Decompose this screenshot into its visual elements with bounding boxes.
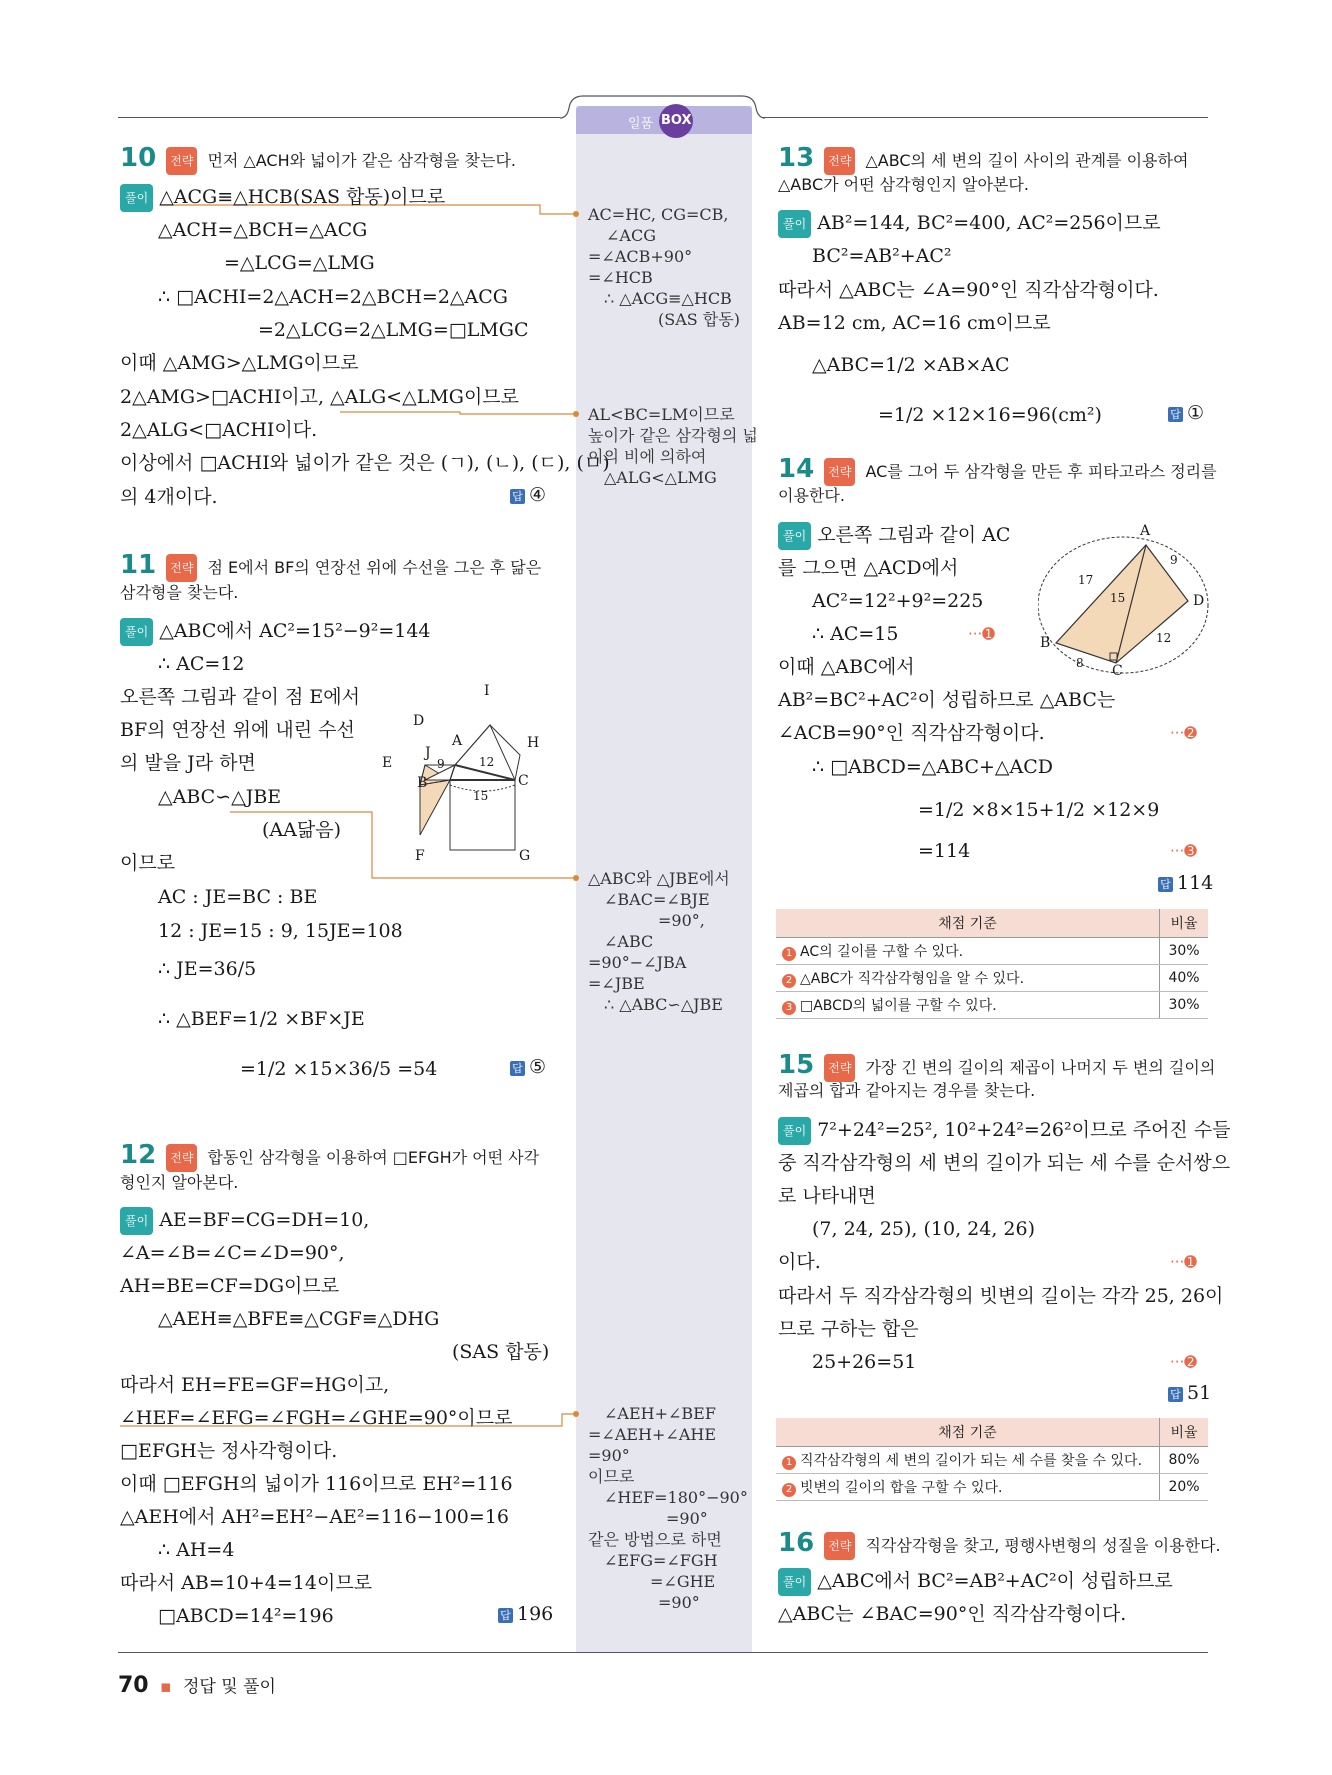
step-number-icon: 2 bbox=[782, 974, 796, 988]
step-number-icon: 1 bbox=[782, 947, 796, 961]
fig-label: J bbox=[425, 745, 431, 761]
q11-header bbox=[120, 552, 541, 582]
q12-l2: ∠A=∠B=∠C=∠D=90°, bbox=[120, 1242, 345, 1264]
side-line: =∠GHE bbox=[650, 1572, 716, 1591]
grading-header-row bbox=[776, 1418, 1208, 1447]
q10-l1: △ACG≡△HCB(SAS 합동)이므로 bbox=[159, 186, 446, 208]
q12-l1: AE=BF=CG=DH=10, bbox=[159, 1209, 370, 1231]
q12-answer-value: 196 bbox=[517, 1603, 554, 1625]
q14-tag: 전략 bbox=[824, 458, 855, 486]
side-note-2 bbox=[588, 404, 758, 488]
q13-stem2: △ABC가 어떤 삼각형인지 알아본다. bbox=[778, 175, 1029, 194]
page-number: 70 bbox=[118, 1673, 149, 1698]
q13-header bbox=[778, 145, 1188, 175]
q10-l10: 의 4개이다. bbox=[120, 486, 218, 508]
q14-fig-labels bbox=[1038, 523, 1213, 683]
q14-l9: =1/2 ×8×15+1/2 ×12×9 bbox=[918, 799, 1160, 821]
side-line: ∠AEH+∠BEF bbox=[604, 1404, 716, 1423]
fig-label: A bbox=[1140, 523, 1151, 539]
q13-line bbox=[778, 210, 1161, 238]
q12-l5: (SAS 합동) bbox=[452, 1341, 550, 1363]
q16-number: 16 bbox=[778, 1528, 815, 1558]
fig-label: D bbox=[1193, 593, 1205, 609]
grading-row bbox=[776, 1474, 1208, 1501]
q11-l2: ∴ AC=12 bbox=[158, 653, 245, 675]
q14-l8: ∴ □ABCD=△ABC+△ACD bbox=[812, 756, 1054, 778]
grading-header-pct: 비율 bbox=[1160, 1418, 1209, 1447]
answer-icon: 답 bbox=[510, 1061, 525, 1076]
q15-l5: 이다. bbox=[778, 1251, 821, 1273]
footer-section: 정답 및 풀이 bbox=[182, 1677, 276, 1697]
q14-l7: ∠ACB=90°인 직각삼각형이다. bbox=[778, 722, 1045, 744]
side-line: =∠AEH+∠AHE bbox=[588, 1425, 716, 1444]
side-line: =90° bbox=[588, 1446, 630, 1465]
q15-l1: 7²+24²=25², 10²+24²=26²이므로 주어진 수들 bbox=[817, 1119, 1231, 1141]
q11-l3: 오른쪽 그림과 같이 점 E에서 bbox=[120, 686, 360, 708]
q16-l1: △ABC에서 BC²=AB²+AC²이 성립하므로 bbox=[817, 1570, 1173, 1592]
side-line: =∠ACB+90° bbox=[588, 247, 693, 266]
q16-header bbox=[778, 1530, 1221, 1560]
q12-l9: 이때 □EFGH의 넓이가 116이므로 EH²=116 bbox=[120, 1473, 513, 1495]
side-line: =∠HCB bbox=[588, 268, 653, 287]
q12-l10: △AEH에서 AH²=EH²−AE²=116−100=16 bbox=[120, 1506, 509, 1528]
q15-l3: 로 나타내면 bbox=[778, 1185, 876, 1207]
q15-l7: 므로 구하는 합은 bbox=[778, 1318, 919, 1340]
q13-sol-badge: 풀이 bbox=[778, 210, 811, 238]
fig-label: E bbox=[382, 755, 393, 771]
answer-icon: 답 bbox=[498, 1608, 513, 1623]
grading-row-text: AC의 길이를 구할 수 있다. bbox=[800, 944, 964, 960]
q14-sol-badge: 풀이 bbox=[778, 522, 811, 550]
side-line: ∴ △ABC∽△JBE bbox=[604, 995, 723, 1014]
grading-row-text: 빗변의 길이의 합을 구할 수 있다. bbox=[800, 1480, 1003, 1496]
q12-header bbox=[120, 1142, 539, 1172]
q10-line bbox=[120, 184, 445, 212]
side-line: =90°, bbox=[658, 911, 705, 930]
side-line: △ALG<△LMG bbox=[604, 468, 717, 487]
grading-header: 채점 기준 bbox=[776, 909, 1160, 938]
q14-l2: 를 그으면 △ACD에서 bbox=[778, 557, 959, 579]
side-line: =∠JBE bbox=[588, 974, 645, 993]
side-line: =90°−∠JBA bbox=[588, 953, 687, 972]
grading-row-text: 직각삼각형의 세 변의 길이가 되는 세 수를 찾을 수 있다. bbox=[800, 1453, 1143, 1469]
q15-grading-table bbox=[776, 1418, 1208, 1501]
q12-stem1: 합동인 삼각형을 이용하여 □EFGH가 어떤 사각 bbox=[207, 1148, 540, 1167]
q11-l5: 의 발을 J라 하면 bbox=[120, 752, 256, 774]
q10-l6: 이때 △AMG>△LMG이므로 bbox=[120, 352, 359, 374]
side-line: AC=HC, CG=CB, bbox=[588, 205, 729, 224]
grading-header-row bbox=[776, 909, 1208, 938]
q12-tag: 전략 bbox=[166, 1144, 197, 1172]
q16-sol-badge: 풀이 bbox=[778, 1568, 811, 1596]
q15-number: 15 bbox=[778, 1050, 815, 1080]
q15-l4: (7, 24, 25), (10, 24, 26) bbox=[812, 1218, 1036, 1240]
step-number-icon: 2 bbox=[782, 1483, 796, 1497]
q11-l10: 12 : JE=15 : 9, 15JE=108 bbox=[158, 920, 403, 942]
side-line: ∠BAC=∠BJE bbox=[604, 890, 710, 909]
q11-answer bbox=[510, 1056, 546, 1078]
side-note-1 bbox=[588, 204, 740, 330]
q14-header bbox=[778, 456, 1217, 486]
q15-stem2: 제곱의 합과 같아지는 경우를 찾는다. bbox=[778, 1081, 1036, 1100]
q15-l2: 중 직각삼각형의 세 변의 길이가 되는 세 수를 순서쌍으 bbox=[778, 1152, 1231, 1174]
q11-l8: 이므로 bbox=[120, 852, 176, 874]
q14-l10: =114 bbox=[918, 840, 971, 862]
box-label-text: 일품 bbox=[628, 116, 654, 132]
footer-dot: ▪ bbox=[160, 1677, 172, 1697]
q10-stem: 먼저 △ACH와 넓이가 같은 삼각형을 찾는다. bbox=[207, 151, 516, 170]
q12-l6: 따라서 EH=FE=GF=HG이고, bbox=[120, 1374, 390, 1396]
side-line: 높이가 같은 삼각형의 넓 bbox=[588, 426, 758, 445]
fig-label: C bbox=[1112, 663, 1123, 679]
fig-label: F bbox=[415, 848, 425, 864]
q10-l5: =2△LCG=2△LMG=□LMGC bbox=[258, 319, 529, 341]
q13-number: 13 bbox=[778, 143, 815, 173]
q16-tag: 전략 bbox=[824, 1532, 855, 1560]
fig-label: D bbox=[413, 713, 425, 729]
fig-label: 15 bbox=[473, 789, 489, 803]
fig-label: B bbox=[417, 775, 428, 791]
answer-icon: 답 bbox=[510, 489, 525, 504]
q11-number: 11 bbox=[120, 550, 157, 580]
fig-label: C bbox=[518, 773, 529, 789]
q10-header bbox=[120, 145, 516, 175]
q10-tag: 전략 bbox=[166, 147, 197, 175]
q15-stem1: 가장 긴 변의 길이의 제곱이 나머지 두 변의 길이의 bbox=[865, 1058, 1216, 1077]
grading-text bbox=[776, 1474, 1160, 1501]
q14-stem2: 이용한다. bbox=[778, 486, 845, 505]
grading-pct: 80% bbox=[1160, 1447, 1209, 1474]
side-note-3 bbox=[588, 868, 730, 1015]
q14-l1: 오른쪽 그림과 같이 AC bbox=[817, 524, 1011, 546]
q15-answer-value: 51 bbox=[1187, 1382, 1212, 1404]
grading-text bbox=[776, 1447, 1160, 1474]
q12-l7: ∠HEF=∠EFG=∠FGH=∠GHE=90°이므로 bbox=[120, 1407, 513, 1429]
side-line: 이므로 bbox=[588, 1467, 635, 1486]
q16-l2: △ABC는 ∠BAC=90°인 직각삼각형이다. bbox=[778, 1603, 1127, 1625]
q15-l8: 25+26=51 bbox=[812, 1351, 917, 1373]
q10-l7: 2△AMG>□ACHI이고, △ALG<△LMG이므로 bbox=[120, 386, 520, 408]
q11-l11: ∴ JE=36/5 bbox=[158, 958, 257, 980]
q14-stem1: AC를 그어 두 삼각형을 만든 후 피타고라스 정리를 bbox=[865, 462, 1217, 481]
q13-l4: AB=12 cm, AC=16 cm이므로 bbox=[778, 312, 1051, 334]
q10-number: 10 bbox=[120, 143, 157, 173]
fig-label: B bbox=[1040, 635, 1051, 651]
grading-row bbox=[776, 938, 1208, 965]
q15-line bbox=[778, 1117, 1231, 1145]
q11-l12: ∴ △BEF=1/2 ×BF×JE bbox=[158, 1008, 365, 1030]
grading-pct: 20% bbox=[1160, 1474, 1209, 1501]
q13-stem1: △ABC의 세 변의 길이 사이의 관계를 이용하여 bbox=[865, 151, 1189, 170]
side-line: (SAS 합동) bbox=[658, 310, 740, 329]
q11-l6: △ABC∽△JBE bbox=[158, 786, 282, 808]
side-line: ∴ △ACG≡△HCB bbox=[604, 289, 732, 308]
box-badge: BOX bbox=[659, 104, 693, 138]
q10-l3: =△LCG=△LMG bbox=[224, 252, 375, 274]
grading-pct: 40% bbox=[1160, 965, 1209, 992]
q16-stem: 직각삼각형을 찾고, 평행사변형의 성질을 이용한다. bbox=[865, 1536, 1221, 1555]
q13-answer bbox=[1168, 402, 1204, 424]
q13-tag: 전략 bbox=[824, 147, 855, 175]
q15-answer bbox=[1168, 1382, 1211, 1404]
q14-l6: AB²=BC²+AC²이 성립하므로 △ABC는 bbox=[778, 689, 1116, 711]
q10-l8: 2△ALG<□ACHI이다. bbox=[120, 419, 318, 441]
fig-label: 12 bbox=[479, 755, 495, 769]
side-line: 같은 방법으로 하면 bbox=[588, 1530, 722, 1549]
q10-answer bbox=[510, 484, 546, 506]
q11-l7: (AA닮음) bbox=[262, 819, 341, 841]
side-line: 이의 비에 의하여 bbox=[588, 447, 707, 466]
q11-line bbox=[120, 618, 431, 646]
side-line: △ABC와 △JBE에서 bbox=[588, 869, 730, 888]
q14-mark2: ···➋ bbox=[1170, 724, 1197, 742]
q14-line bbox=[778, 522, 1010, 550]
q14-answer-value: 114 bbox=[1177, 872, 1214, 894]
q12-l4: △AEH≡△BFE≡△CGF≡△DHG bbox=[158, 1308, 440, 1330]
grading-row bbox=[776, 992, 1208, 1019]
step-number-icon: 1 bbox=[782, 1456, 796, 1470]
grading-row-text: □ABCD의 넓이를 구할 수 있다. bbox=[800, 998, 997, 1014]
fig-label: 12 bbox=[1156, 631, 1172, 645]
side-line: =90° bbox=[658, 1593, 700, 1612]
answer-icon: 답 bbox=[1168, 1387, 1183, 1402]
q16-line bbox=[778, 1568, 1173, 1596]
q11-answer-value: ⑤ bbox=[529, 1056, 547, 1078]
q14-l3: AC²=12²+9²=225 bbox=[812, 590, 984, 612]
q10-l9: 이상에서 □ACHI와 넓이가 같은 것은 (ㄱ), (ㄴ), (ㄷ), (ㅁ) bbox=[120, 452, 610, 474]
grading-pct: 30% bbox=[1160, 992, 1209, 1019]
q12-l12: 따라서 AB=10+4=14이므로 bbox=[120, 1572, 373, 1594]
grading-text bbox=[776, 965, 1160, 992]
grading-pct: 30% bbox=[1160, 938, 1209, 965]
q13-l2: BC²=AB²+AC² bbox=[812, 245, 952, 267]
q11-stem1: 점 E에서 BF의 연장선 위에 수선을 그은 후 닮은 bbox=[207, 558, 542, 577]
q12-sol-badge: 풀이 bbox=[120, 1207, 153, 1235]
side-line: ∠ACG bbox=[606, 226, 656, 245]
fig-label: 9 bbox=[437, 757, 445, 771]
q11-l4: BF의 연장선 위에 내린 수선 bbox=[120, 719, 355, 741]
side-line: ∠ABC bbox=[604, 932, 654, 951]
side-note-4 bbox=[588, 1403, 748, 1613]
fig-label: 17 bbox=[1078, 573, 1094, 587]
q11-l9: AC : JE=BC : BE bbox=[158, 886, 318, 908]
fig-label: 15 bbox=[1110, 591, 1126, 605]
q15-mark2: ···➋ bbox=[1170, 1353, 1197, 1371]
side-line: ∠HEF=180°−90° bbox=[604, 1488, 748, 1507]
q13-l5: △ABC=1/2 ×AB×AC bbox=[812, 354, 1010, 376]
answer-icon: 답 bbox=[1158, 877, 1173, 892]
fig-label: H bbox=[527, 735, 540, 751]
grading-header-pct: 비율 bbox=[1160, 909, 1209, 938]
q15-tag: 전략 bbox=[824, 1054, 855, 1082]
side-line: =90° bbox=[666, 1509, 708, 1528]
grading-row bbox=[776, 965, 1208, 992]
q13-l6: =1/2 ×12×16=96(cm²) bbox=[878, 404, 1102, 426]
q12-l13: □ABCD=14²=196 bbox=[158, 1605, 334, 1627]
q12-number: 12 bbox=[120, 1140, 157, 1170]
q15-l6: 따라서 두 직각삼각형의 빗변의 길이는 각각 25, 26이 bbox=[778, 1285, 1224, 1307]
step-number-icon: 3 bbox=[782, 1001, 796, 1015]
grading-row-text: △ABC가 직각삼각형임을 알 수 있다. bbox=[800, 971, 1025, 987]
q13-l3: 따라서 △ABC는 ∠A=90°인 직각삼각형이다. bbox=[778, 279, 1159, 301]
grading-text bbox=[776, 992, 1160, 1019]
grading-row bbox=[776, 1447, 1208, 1474]
q14-mark3: ···➌ bbox=[1170, 842, 1197, 860]
grading-header: 채점 기준 bbox=[776, 1418, 1160, 1447]
q13-answer-value: ① bbox=[1187, 402, 1205, 424]
side-line: ∠EFG=∠FGH bbox=[604, 1551, 718, 1570]
q11-stem2: 삼각형을 찾는다. bbox=[120, 583, 239, 602]
grading-text bbox=[776, 938, 1160, 965]
q14-l4: ∴ AC=15 bbox=[812, 623, 899, 645]
q12-l11: ∴ AH=4 bbox=[158, 1539, 235, 1561]
q12-line bbox=[120, 1207, 369, 1235]
fig-label: 8 bbox=[1076, 656, 1084, 670]
fig-label: 9 bbox=[1170, 553, 1178, 567]
q14-l5: 이때 △ABC에서 bbox=[778, 656, 915, 678]
q11-fig-labels bbox=[375, 685, 550, 870]
answer-icon: 답 bbox=[1168, 407, 1183, 422]
q14-answer bbox=[1158, 872, 1213, 894]
q11-sol-badge: 풀이 bbox=[120, 618, 153, 646]
q10-l2: △ACH=△BCH=△ACG bbox=[158, 219, 368, 241]
q15-mark1: ···➊ bbox=[1170, 1253, 1197, 1271]
q13-l1: AB²=144, BC²=400, AC²=256이므로 bbox=[817, 212, 1161, 234]
q11-l13: =1/2 ×15×36/5 =54 bbox=[240, 1058, 438, 1080]
q14-number: 14 bbox=[778, 454, 815, 484]
q15-sol-badge: 풀이 bbox=[778, 1117, 811, 1145]
q10-sol-badge: 풀이 bbox=[120, 184, 153, 212]
q14-mark1: ···➊ bbox=[968, 625, 995, 643]
fig-label: I bbox=[484, 683, 490, 699]
q11-l1: △ABC에서 AC²=15²−9²=144 bbox=[159, 620, 431, 642]
q14-grading-table bbox=[776, 909, 1208, 1019]
q10-answer-value: ④ bbox=[529, 484, 547, 506]
q12-answer bbox=[498, 1603, 553, 1625]
q10-l4: ∴ □ACHI=2△ACH=2△BCH=2△ACG bbox=[158, 286, 508, 308]
fig-label: G bbox=[519, 848, 531, 864]
q12-stem2: 형인지 알아본다. bbox=[120, 1173, 239, 1192]
q12-l3: AH=BE=CF=DG이므로 bbox=[120, 1275, 340, 1297]
fig-label: A bbox=[452, 733, 463, 749]
q12-l8: □EFGH는 정사각형이다. bbox=[120, 1440, 338, 1462]
q11-tag: 전략 bbox=[166, 554, 197, 582]
side-line: AL<BC=LM이므로 bbox=[588, 405, 735, 424]
